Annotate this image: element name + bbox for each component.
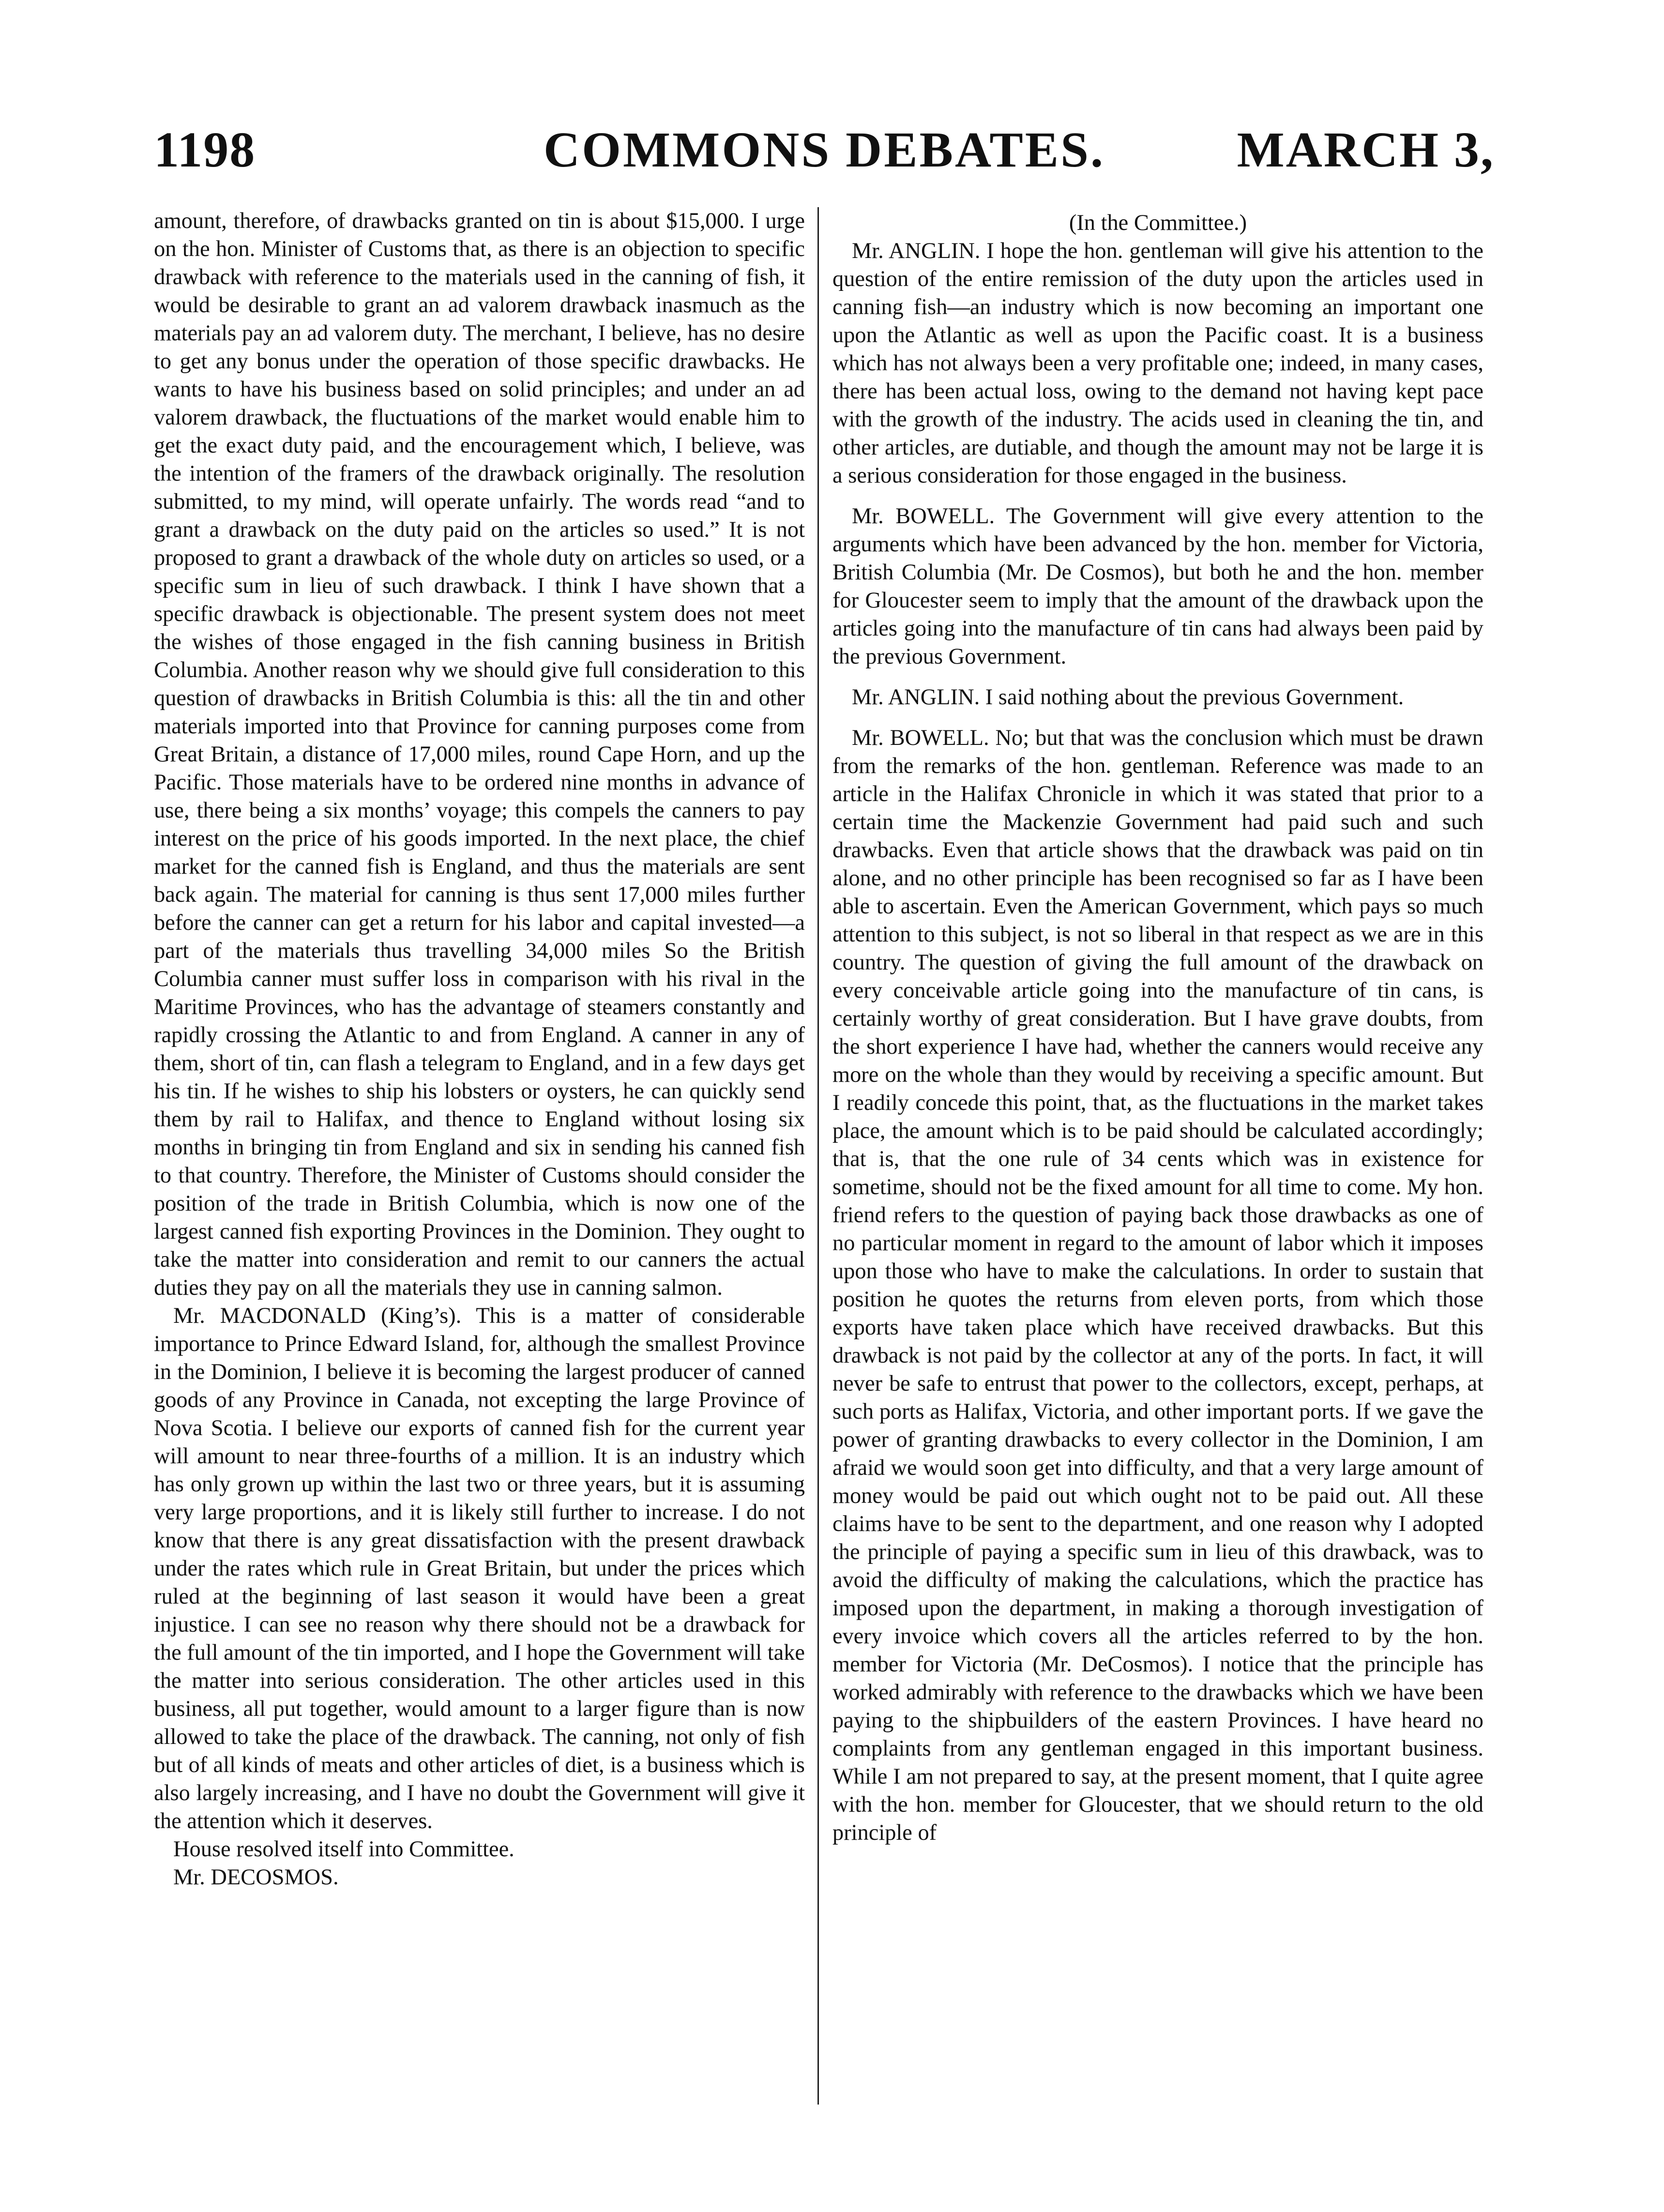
paragraph: Mr. ANGLIN. I hope the hon. gentleman will give his attention to the question of the entire remission of the duty upon the articles used in canning fish—an industry which is now becoming an important one upon the Atlantic as well as upon the Pacific coast. It is a business which has not always been a very profitable one; indeed, in many cases, there has been actual loss, owing to the demand not having kept pace with the growth of the industry. The acids used in cleaning the tin, and other articles, are dutiable, and though the amount may not be large it is a serious consideration for those engaged in the business. [832, 239, 1483, 488]
paragraph: House resolved itself into Committee. [173, 1837, 514, 1862]
page-date: MARCH 3, [1237, 122, 1495, 178]
paragraph: amount, therefore, of drawbacks granted on tin is about $15,000. I urge on the hon. Minister of Customs that, as there is an objection to specific drawback with reference to the materials used in the canning of fish, it would be desirable to grant an ad valorem drawback inasmuch as the materials pay an ad valorem duty. The merchant, I believe, has no desire to get any bonus under the operation of those specific drawbacks. He wants to have his business based on solid principles; and under an ad valorem drawback, the fluctuations of the market would enable him to get the exact duty paid, and the encouragement which, I believe, was the intention of the framers of the drawback originally. The resolution submitted, to my mind, will operate unfairly. The words read “and to grant a drawback on the duty paid on the articles so used.” It is not proposed to grant a drawback of the whole duty on articles so used, or a specific sum in lieu of such drawback. I think I have shown that a specific drawback is objectionable. The present system does not meet the wishes of those engaged in the fish canning business in British Columbia. Another reason why we should give full consideration to this question of drawbacks in British Columbia is this: all the tin and other materials imported into that Province for canning purposes come from Great Britain, a distance of 17,000 miles, round Cape Horn, and up the Pacific. Those materials have to be ordered nine months in advance of use, there being a six months’ voyage; this compels the canners to pay interest on the price of his goods imported. In the next place, the chief market for the canned fish is England, and thus the materials are sent back again. The material for canning is thus sent 17,000 miles further before the canner can get a return for his labor and capital invested—a part of the materials thus travelling 34,000 miles So the British Columbia canner must suffer loss in comparison with his rival in the Maritime Provinces, who has the advantage of steamers constantly and rapidly crossing the Atlantic to and from England. A canner in any of them, short of tin, can flash a telegram to England, and in a few days get his tin. If he wishes to ship his lobsters or oysters, he can quickly send them by rail to Halifax, and thence to England without losing six months in bringing tin from England and six in sending his canned fish to that country. Therefore, the Minister of Customs should consider the position of the trade in British Columbia, which is now one of the largest canned fish exporting Provinces in the Dominion. They ought to take the matter into consideration and remit to our canners the actual duties they pay on all the materials they use in canning salmon. [154, 209, 805, 1300]
page-title: COMMONS DEBATES. [544, 122, 1105, 178]
page-header [154, 121, 1495, 189]
page-number: 1198 [154, 122, 256, 178]
column-divider [817, 207, 819, 2105]
paragraph: Mr. BOWELL. No; but that was the conclusion which must be drawn from the remarks of the hon. gentleman. Reference was made to an article in the Halifax Chronicle in which it was stated that prior to a certain time the Mackenzie Government had paid such and such drawbacks. Even that article shows that the drawback was paid on tin alone, and no other principle has been recognised so far as I have been able to ascertain. Even the American Government, which pays so much attention to this subject, is not so liberal in that respect as we are in this country. The question of giving the full amount of the drawback on every conceivable article going into the manufacture of tin cans, is certainly worthy of great consideration. But I have grave doubts, from the short experience I have had, whether the canners would receive any more on the whole than they would by receiving a specific amount. But I readily concede this point, that, as the fluctuations in the market takes place, the amount which is to be paid should be calculated accordingly; that is, that the one rule of 34 cents which was in existence for sometime, should not be the fixed amount for all time to come. My hon. friend refers to the question of paying back those drawbacks as one of no particular moment in regard to the amount of labor which it imposes upon those who have to make the calculations. In order to sustain that position he quotes the returns from eleven ports, from which those exports have taken place which have received drawbacks. But this drawback is not paid by the collector at any of the ports. In fact, it will never be safe to entrust that power to the collectors, except, perhaps, at such ports as Halifax, Victoria, and other important ports. If we gave the power of granting drawbacks to every collector in the Dominion, I am afraid we would soon get into difficulty, and that a very large amount of money would be paid out which ought not to be paid out. All these claims have to be sent to the department, and one reason why I adopted the principle of paying a specific sum in lieu of this drawback, was to avoid the difficulty of making the calculations, which the practice has imposed upon the department, in making a thorough investigation of every invoice which covers all the articles referred to by the hon. member for Victoria (Mr. DeCosmos). I notice that the principle has worked admirably with reference to the drawbacks which we have been paying to the shipbuilders of the eastern Provinces. I have heard no complaints from any gentleman engaged in this important business. While I am not prepared to say, at the present moment, that I quite agree with the hon. member for Gloucester, that we should return to the old principle of [832, 726, 1483, 1845]
paragraph: Mr. ANGLIN. I said nothing about the previous Government. [852, 685, 1404, 710]
speaker-line: Mr. DECOSMOS. [173, 1865, 339, 1890]
right-column [832, 209, 1483, 1847]
section-heading: (In the Committee.) [1069, 211, 1247, 235]
left-column [154, 207, 805, 1892]
paragraph: Mr. BOWELL. The Government will give every attention to the arguments which have been advanced by the hon. member for Victoria, British Columbia (Mr. De Cosmos), but both he and the hon. member for Gloucester seem to imply that the amount of the drawback upon the articles going into the manufacture of tin cans had always been paid by the previous Government. [832, 504, 1483, 669]
paragraph: Mr. MACDONALD (King’s). This is a matter of considerable importance to Prince Edward Island, for, although the smallest Province in the Dominion, I believe it is becoming the largest producer of canned goods of any Province in Canada, not excepting the large Province of Nova Scotia. I believe our exports of canned fish for the current year will amount to near three-fourths of a million. It is an industry which has only grown up within the last two or three years, but it is assuming very large proportions, and it is likely still further to increase. I do not know that there is any great dissatisfaction with the present drawback under the rates which rule in Great Britain, but under the prices which ruled at the beginning of last season it would have been a great injustice. I can see no reason why there should not be a drawback for the full amount of the tin imported, and I hope the Government will take the matter into serious consideration. The other articles used in this business, all put together, would amount to a larger figure than is now allowed to take the place of the drawback. The canning, not only of fish but of all kinds of meats and other articles of diet, is a business which is also largely increasing, and I have no doubt the Government will give it the attention which it deserves. [154, 1303, 805, 1833]
